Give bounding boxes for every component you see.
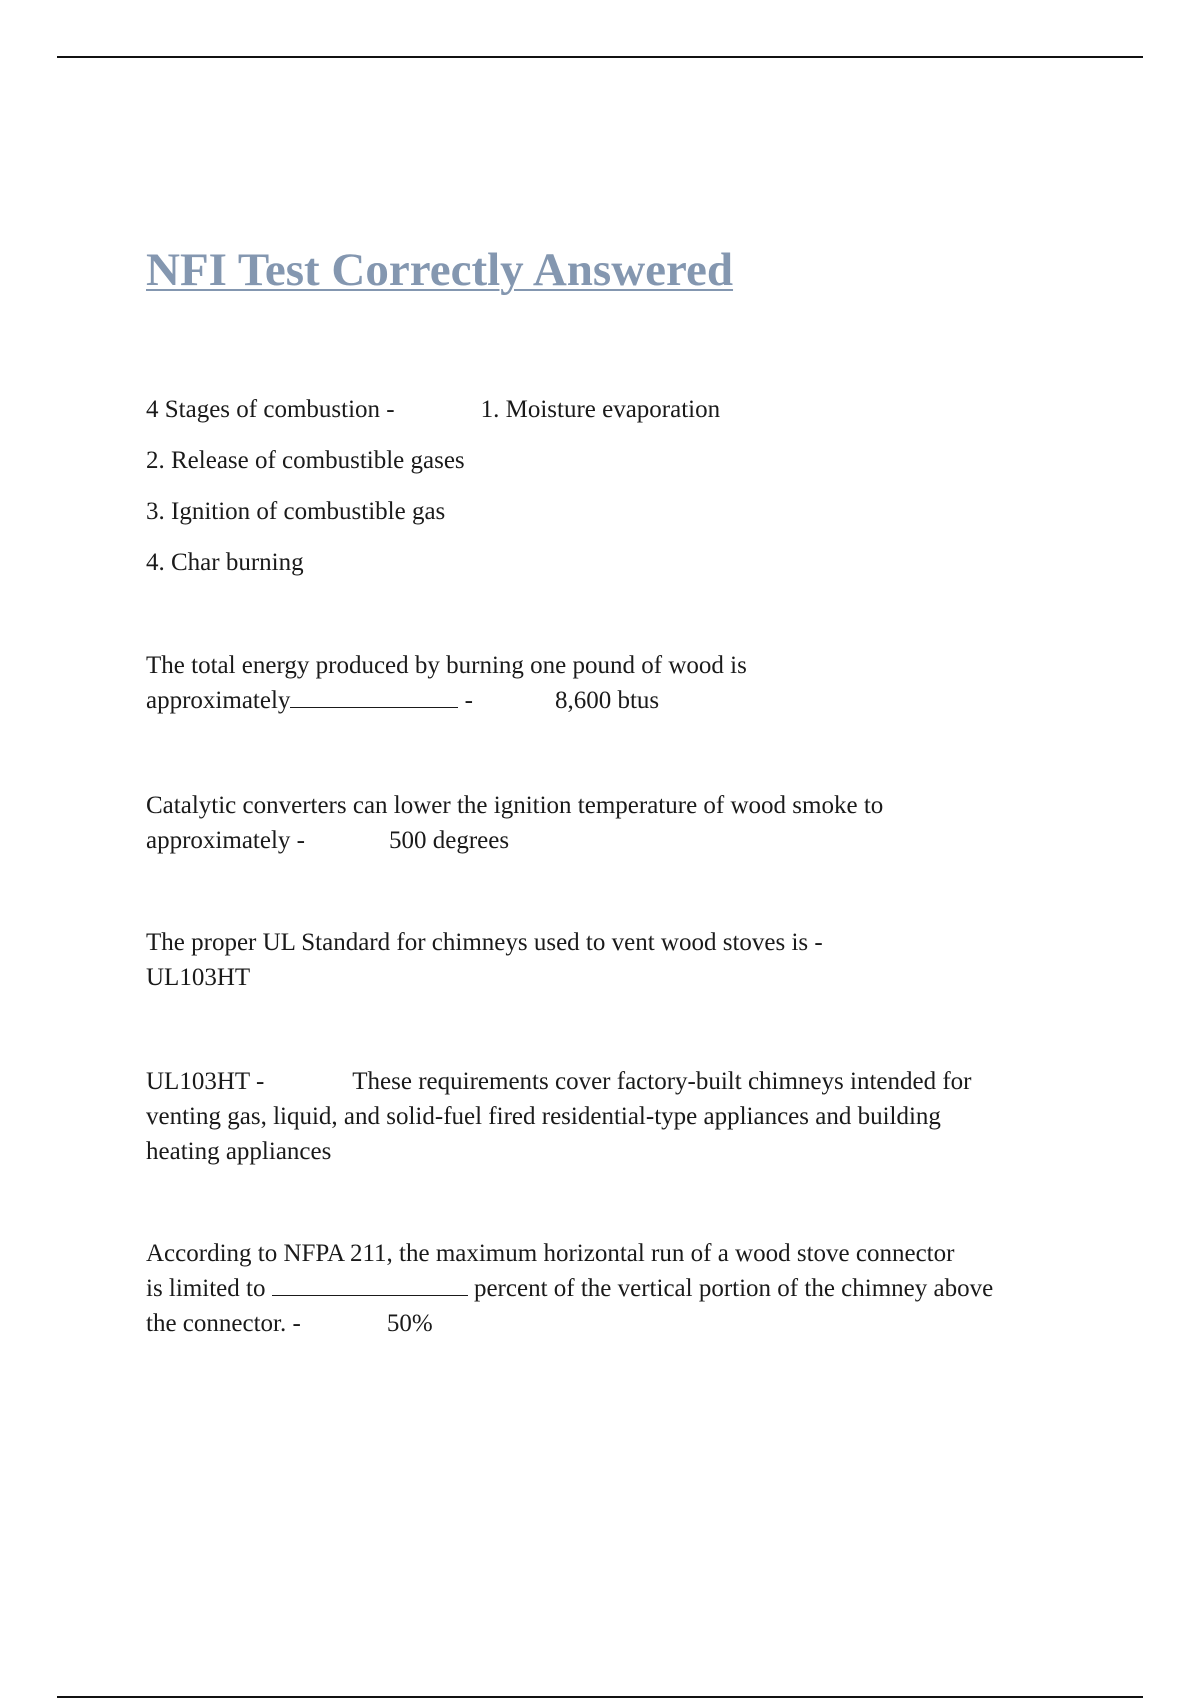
answer-text: 1. Moisture evaporation	[480, 396, 721, 423]
question-text: The proper UL Standard for chimneys used to vent wood stoves is -	[146, 929, 823, 956]
answer-text: 50%	[386, 1310, 433, 1337]
document-title: NFI Test Correctly Answered	[146, 244, 734, 296]
question-text: percent of the vertical portion of the chimney above	[467, 1275, 994, 1302]
question-text: is limited to	[146, 1275, 272, 1302]
question-text: The total energy produced by burning one pound of wood is	[146, 652, 747, 679]
answer-blank	[290, 685, 458, 708]
question-text: According to NFPA 211, the maximum horizontal run of a wood stove connector	[146, 1240, 955, 1267]
question-text: Catalytic converters can lower the ignition temperature of wood smoke to	[146, 792, 884, 819]
question-text: -	[458, 687, 473, 714]
question-text: approximately	[146, 687, 291, 714]
answer-text: UL103HT	[146, 964, 251, 991]
answer-text: 8,600 btus	[554, 687, 660, 714]
qa-item-catalytic	[146, 788, 1096, 858]
answer-text: These requirements cover factory-built chimneys intended for	[352, 1068, 972, 1095]
answer-blank	[272, 1273, 468, 1296]
question-text: UL103HT -	[146, 1068, 265, 1095]
qa-item-stages	[146, 392, 1096, 580]
qa-item-nfpa211	[146, 1236, 1096, 1341]
top-rule	[57, 56, 1143, 58]
answer-text: 4. Char burning	[146, 549, 304, 576]
question-text: the connector. -	[146, 1310, 301, 1337]
bottom-rule	[57, 1696, 1143, 1698]
answer-text: 3. Ignition of combustible gas	[146, 498, 446, 525]
answer-text: venting gas, liquid, and solid-fuel fired residential-type appliances and building	[146, 1103, 941, 1130]
qa-item-ul-standard	[146, 925, 1096, 995]
qa-item-ul103ht	[146, 1064, 1096, 1169]
question-text: 4 Stages of combustion -	[146, 396, 395, 423]
answer-text: 500 degrees	[388, 827, 510, 854]
answer-text: 2. Release of combustible gases	[146, 447, 465, 474]
answer-text: heating appliances	[146, 1138, 332, 1165]
qa-item-energy	[146, 648, 1096, 718]
question-text: approximately -	[146, 827, 305, 854]
